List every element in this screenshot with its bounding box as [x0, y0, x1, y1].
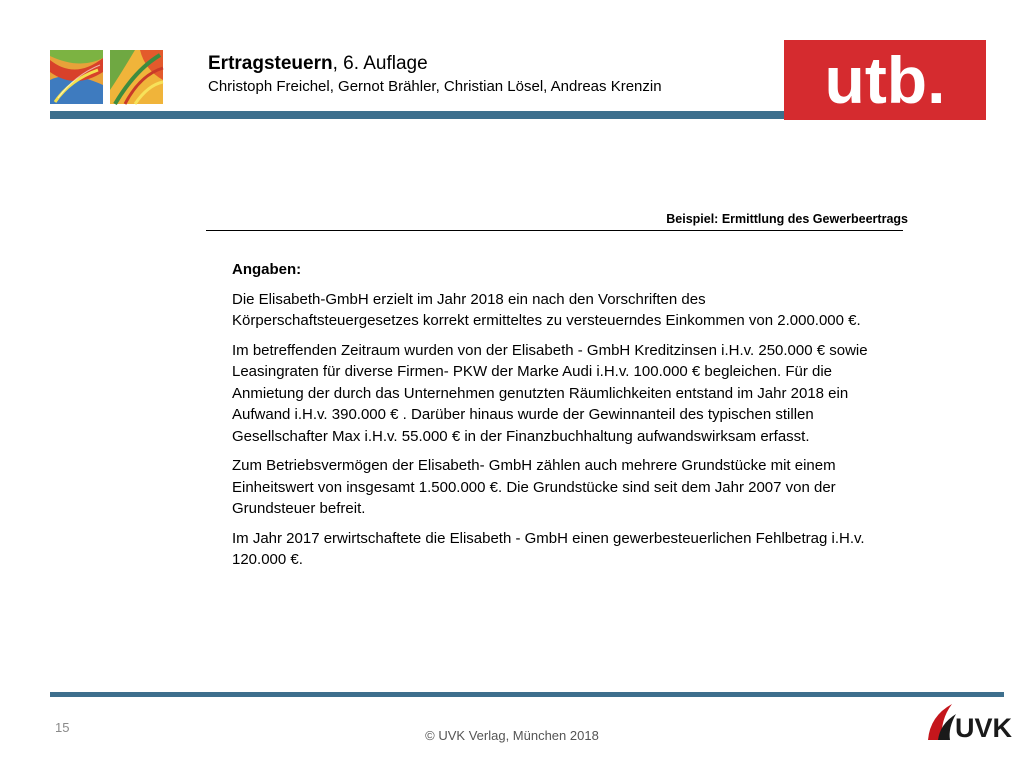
- header-divider-bar: [50, 111, 850, 119]
- copyright-notice: © UVK Verlag, München 2018: [425, 728, 599, 743]
- paragraph-income: Die Elisabeth-GmbH erzielt im Jahr 2018 ein nach den Vorschriften des Körperschaftsteuergesetzes korrekt ermitteltes zu versteuerndes Einkommen von 2.000.000 €.: [232, 290, 861, 329]
- paragraph-loss: Im Jahr 2017 erwirtschaftete die Elisabeth - GmbH einen gewerbesteuerlichen Fehlbetrag i.H.v. 120.000 €.: [232, 529, 865, 568]
- section-title: Beispiel: Ermittlung des Gewerbeertrags: [666, 212, 908, 226]
- page-number: 15: [55, 720, 70, 735]
- book-title-main: Ertragsteuern: [208, 53, 333, 74]
- book-title-edition: , 6. Auflage: [332, 53, 428, 74]
- paragraph-expenses: Im betreffenden Zeitraum wurden von der Elisabeth - GmbH Kreditzinsen i.H.v. 250.000 € sowie Leasingraten für diverse Firmen- PKW der Marke Audi i.H.v. 100.000 € begleichen. Für die Anmietung der durch das Unternehmen genutzten Räumlichkeiten entstand im Jahr 2018 ein Aufwand i.H.v. 390.000 € . Darüber hinaus wurde der Gewinnanteil des typischen stillen Gesellschafter Max i.H.v. 55.000 € in der Finanzbuchhaltung aufwandswirksam erfasst.: [232, 341, 868, 445]
- section-rule: [206, 230, 903, 231]
- content-heading: Angaben:: [232, 261, 302, 278]
- book-authors: Christoph Freichel, Gernot Brähler, Christian Lösel, Andreas Krenzin: [208, 78, 662, 95]
- cover-thumbnail-left: [50, 50, 103, 104]
- slide-content: [232, 259, 892, 579]
- cover-thumbnail-right: [110, 50, 163, 104]
- book-title: [208, 53, 428, 75]
- utb-logo-text: utb.: [824, 43, 946, 117]
- uvk-logo: [926, 702, 1013, 743]
- paragraph-property: Zum Betriebsvermögen der Elisabeth- GmbH zählen auch mehrere Grundstücke mit einem Einheitswert von insgesamt 1.500.000 €. Die Grundstücke sind seit dem Jahr 2007 von der Grundsteuer befreit.: [232, 457, 836, 517]
- uvk-logo-text: UVK: [955, 713, 1013, 743]
- footer-divider-bar: [50, 692, 1004, 697]
- utb-logo: [784, 40, 986, 120]
